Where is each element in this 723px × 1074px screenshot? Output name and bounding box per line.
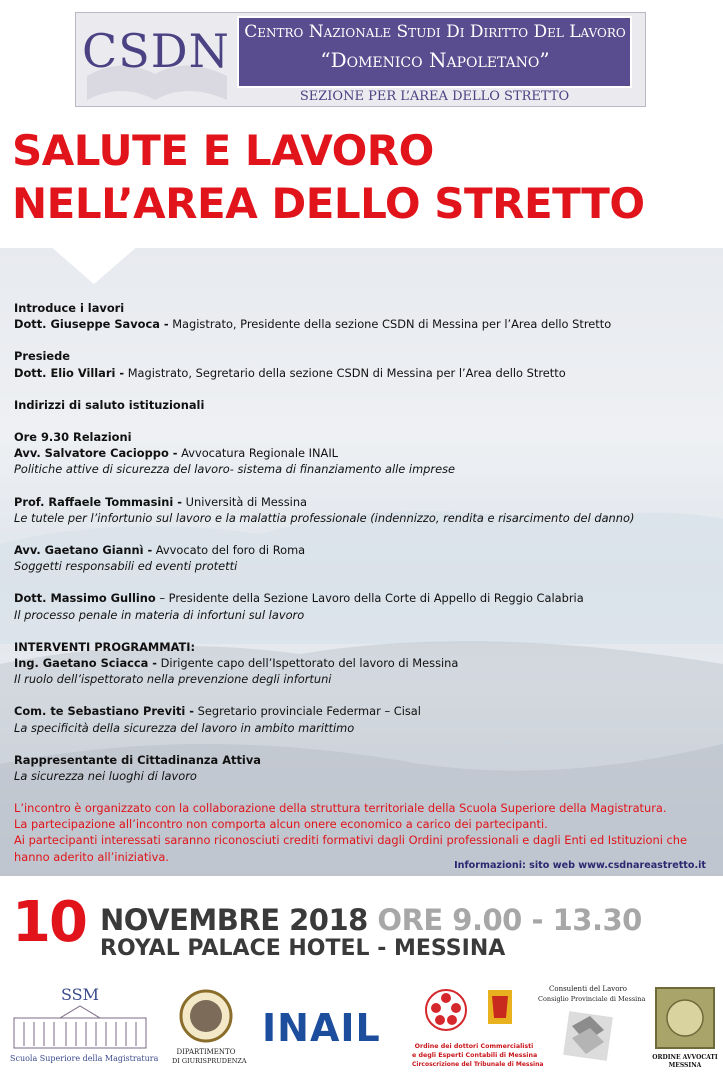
ordine-avvocati-emblem-icon: [652, 986, 718, 1050]
university-seal-icon: [172, 988, 240, 1044]
section-label: SEZIONE PER L’AREA DELLO STRETTO: [299, 89, 570, 104]
intervention-block: [14, 703, 714, 735]
oa-line1: ORDINE AVVOCATI: [652, 1054, 718, 1061]
cdl-line2: Consiglio Provinciale di Messina: [538, 995, 646, 1003]
commercialisti-emblem-icon: [412, 986, 536, 1038]
palace-building-icon: [10, 1004, 150, 1050]
intervention-topic: Il ruolo dell’ispettorato nella prevenzione degli infortuni: [14, 672, 332, 687]
intervention-speaker: Com. te Sebastiano Previti -: [14, 704, 195, 719]
note-line: L’incontro è organizzato con la collaborazione della struttura territoriale della Scuola Superiore della Magistratura.: [14, 801, 667, 815]
consulenti-lavoro-logo: [538, 984, 646, 1070]
intervention-role: Dirigente capo dell’Ispettorato del lavoro di Messina: [157, 656, 459, 671]
event-hours: ORE 9.00 - 13.30: [377, 903, 642, 937]
cdl-emblem-icon: [538, 1004, 638, 1066]
greetings-line: Indirizzi di saluto istituzionali: [14, 397, 205, 412]
org-name: Centro Nazionale Studi Di Diritto Del Lavoro: [244, 22, 626, 42]
info-website: Informazioni: sito web www.csdnareastretto.it: [454, 860, 706, 871]
reports-heading: Ore 9.30 Relazioni: [14, 430, 132, 445]
talk-topic: Le tutele per l’infortunio sul lavoro e la malattia professionale (indennizzo, rendita e risarcimento del danno): [14, 510, 635, 525]
talk-speaker: Dott. Massimo Gullino: [14, 591, 156, 606]
intro-speaker: Dott. Giuseppe Savoca -: [14, 317, 169, 332]
chair-heading: Presiede: [14, 349, 70, 364]
intro-block: [14, 300, 714, 332]
talk-speaker: Prof. Raffaele Tommasini -: [14, 494, 183, 509]
intervention-block: [14, 639, 714, 688]
odc-line3: Circoscrizione del Tribunale di Messina: [412, 1061, 544, 1068]
talk-role: Avvocato del foro di Roma: [152, 543, 306, 558]
intro-heading: Introduce i lavori: [14, 301, 125, 315]
page-title: [12, 124, 645, 230]
talk-block: [14, 494, 714, 526]
cdl-line1: Consulenti del Lavoro: [549, 985, 627, 993]
odc-line1: Ordine dei dottori Commercialisti: [414, 1043, 534, 1050]
ssm-name: Scuola Superiore della Magistratura: [10, 1054, 159, 1063]
org-dedication: “Domenico Napoletano”: [320, 48, 550, 72]
interventions-heading: INTERVENTI PROGRAMMATI:: [14, 639, 196, 654]
dip-line1: DIPARTIMENTO: [176, 1048, 236, 1056]
talk-speaker: Avv. Salvatore Cacioppo -: [14, 446, 178, 461]
talk-block: [14, 542, 714, 574]
note-line: Ai partecipanti interessati saranno riconosciuti crediti formativi dagli Ordini professionali e dagli Enti ed Istituzioni che hanno aderito all’iniziativa.: [14, 833, 688, 864]
chair-speaker: Dott. Elio Villari -: [14, 365, 125, 380]
ordine-avvocati-logo: [652, 986, 718, 1070]
talk-topic: Soggetti responsabili ed eventi protetti: [14, 559, 238, 574]
talk-role: Università di Messina: [182, 494, 308, 509]
chair-role: Magistrato, Segretario della sezione CSDN di Messina per l’Area dello Stretto: [124, 365, 566, 380]
title-line-1: SALUTE E LAVORO: [12, 126, 434, 175]
event-day: 10: [12, 890, 86, 955]
intervention-role: Segretario provinciale Federmar – Cisal: [194, 704, 421, 719]
dip-line2: DI GIURISPRUDENZA: [172, 1057, 247, 1065]
intervention-topic: La specificità della sicurezza del lavoro in ambito marittimo: [14, 720, 355, 735]
organizational-notes: [14, 800, 714, 865]
talk-role: Avvocatura Regionale INAIL: [177, 446, 339, 461]
talk-topic: Politiche attive di sicurezza del lavoro- sistema di finanziamento alle imprese: [14, 462, 456, 477]
commercialisti-logo: [412, 986, 544, 1072]
talk-topic: Il processo penale in materia di infortuni sul lavoro: [14, 607, 305, 622]
ssm-abbr: SSM: [60, 985, 100, 1004]
title-line-2: NELL’AREA DELLO STRETTO: [12, 179, 645, 228]
event-date-line: [100, 903, 642, 937]
talk-block: [14, 590, 714, 622]
event-venue: ROYAL PALACE HOTEL - MESSINA: [100, 936, 506, 961]
intro-role: Magistrato, Presidente della sezione CSDN di Messina per l’Area dello Stretto: [168, 317, 612, 332]
talk-speaker: Avv. Gaetano Giannì -: [14, 543, 153, 558]
intervention-speaker: Rappresentante di Cittadinanza Attiva: [14, 752, 261, 767]
department-logo: [172, 988, 247, 1068]
odc-line2: e degli Esperti Contabili di Messina: [412, 1052, 538, 1059]
ssm-logo: [10, 985, 159, 1068]
intervention-speaker: Ing. Gaetano Sciacca -: [14, 656, 158, 671]
inail-logo: INAIL: [262, 1006, 381, 1050]
csdn-logo-text: CSDN: [82, 24, 230, 78]
program-list: [14, 300, 714, 800]
intervention-block: [14, 752, 714, 784]
note-line: La partecipazione all’incontro non comporta alcun onere economico a carico dei partecipanti.: [14, 817, 548, 832]
intervention-topic: La sicurezza nei luoghi di lavoro: [14, 769, 197, 784]
oa-line2: MESSINA: [668, 1062, 702, 1069]
chair-block: [14, 348, 714, 380]
talk-role: – Presidente della Sezione Lavoro della Corte di Appello di Reggio Calabria: [155, 591, 584, 606]
event-month-year: NOVEMBRE 2018: [100, 903, 368, 937]
talk-block: [14, 429, 714, 478]
